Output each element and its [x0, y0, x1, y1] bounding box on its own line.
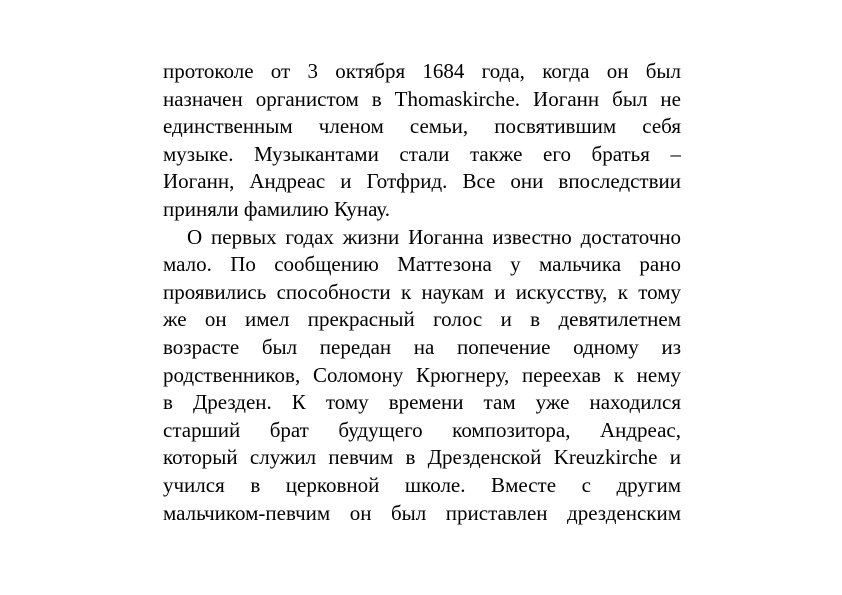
text-line: мало. По сообщению Маттезона у мальчика рано: [163, 252, 681, 277]
text-line: О первых годах жизни Иоганна известно достаточно: [187, 224, 681, 249]
paragraph-1: [163, 58, 681, 224]
text-line: учился в церковной школе. Вместе с другим: [163, 472, 681, 497]
text-line: единственным членом семьи, посвятившим себя: [163, 114, 681, 139]
text-line: назначен органистом в Thomaskirche. Иоганн был не: [163, 86, 681, 111]
text-line: родственников, Соломону Крюгнеру, переехав к нему: [163, 362, 681, 387]
text-line: мальчиком-певчим он был приставлен дрезденским: [163, 500, 681, 525]
text-line: протоколе от 3 октября 1684 года, когда он был: [163, 59, 681, 83]
paragraph-2: [163, 224, 681, 528]
text-line: Иоганн, Андреас и Готфрид. Все они впоследствии: [163, 169, 681, 194]
body-text: [163, 58, 681, 527]
text-line: который служил певчим в Дрезденской Kreuzkirche и: [163, 445, 681, 470]
text-line: в Дрезден. К тому времени там уже находился: [163, 390, 681, 415]
text-line: музыке. Музыкантами стали также его братья –: [163, 141, 681, 166]
text-line: старший брат будущего композитора, Андреас,: [163, 417, 681, 442]
text-line: возрасте был передан на попечение одному из: [163, 334, 681, 359]
text-line: приняли фамилию Кунау.: [163, 196, 391, 221]
text-line: проявились способности к наукам и искусству, к тому: [163, 279, 681, 304]
text-line: же он имел прекрасный голос и в девятилетнем: [163, 307, 681, 332]
